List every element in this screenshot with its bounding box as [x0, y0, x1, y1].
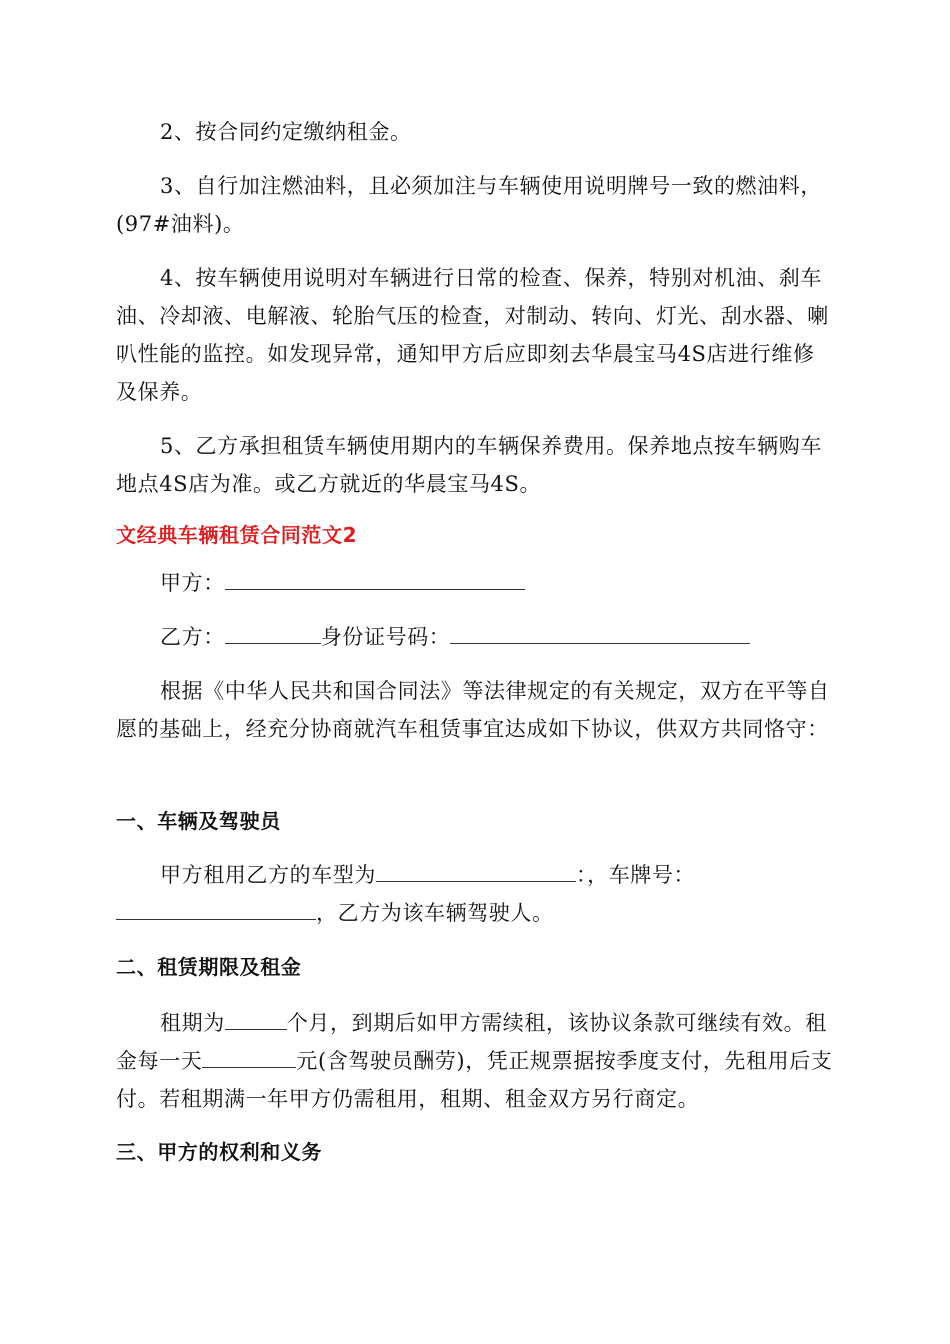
party-b-id-label: 身份证号码：	[320, 625, 451, 649]
section-1-text-a: 甲方租用乙方的车型为	[160, 863, 376, 887]
intro-paragraph: 根据《中华人民共和国合同法》等法律规定的有关规定，双方在平等自愿的基础上，经充分协商就汽车租赁事宜达成如下协议，供双方共同恪守：	[116, 679, 830, 741]
section-1-body	[116, 856, 834, 932]
section-2-text-a: 租期为	[160, 1011, 225, 1035]
clause-item-4: 4、按车辆使用说明对车辆进行日常的检查、保养，特别对机油、刹车油、冷却液、电解液、轮胎气压的检查，对制动、转向、灯光、刮水器、喇叭性能的监控。如发现异常，通知甲方后应即刻去华晨宝马4S店进行维修及保养。	[116, 266, 829, 404]
clause-item-3: 3、自行加注燃油料，且必须加注与车辆使用说明牌号一致的燃油料，(97#油料)。	[116, 174, 822, 236]
clause-item-2: 2、按合同约定缴纳租金。	[160, 120, 412, 144]
daily-rent-blank	[202, 1045, 296, 1068]
plate-number-blank	[116, 897, 316, 920]
clause-item-5: 5、乙方承担租赁车辆使用期内的车辆保养费用。保养地点按车辆购车地点4S店为准。或乙方就近的华晨宝马4S。	[116, 434, 822, 496]
party-b-name-blank	[225, 621, 321, 644]
term-months-blank	[225, 1007, 287, 1030]
section-2-text-b: 个月，到期后如甲方需续租，该协议条款可继续有效。租金每一天	[116, 1011, 827, 1073]
section-1-heading: 一、车辆及驾驶员	[116, 809, 281, 833]
party-a-label: 甲方：	[160, 571, 225, 595]
section-1-text-c: ，乙方为该车辆驾驶人。	[316, 901, 554, 925]
party-a-line	[116, 564, 834, 602]
section-title: 文经典车辆租赁合同范文2	[116, 523, 358, 547]
party-a-blank	[225, 567, 525, 590]
section-2-heading: 二、租赁期限及租金	[116, 955, 302, 979]
party-b-label: 乙方：	[160, 625, 225, 649]
section-3-heading: 三、甲方的权利和义务	[116, 1140, 322, 1164]
party-b-line	[116, 618, 834, 656]
section-2-text-c: 元(含驾驶员酬劳)，凭正规票据按季度支付，先租用后支付。若租期满一年甲方仍需租用，租期、租金双方另行商定。	[116, 1049, 833, 1111]
section-1-text-b: ：，车牌号：	[576, 863, 696, 887]
car-model-blank	[376, 859, 576, 882]
party-b-id-blank	[450, 621, 750, 644]
section-2-body	[116, 1004, 834, 1118]
